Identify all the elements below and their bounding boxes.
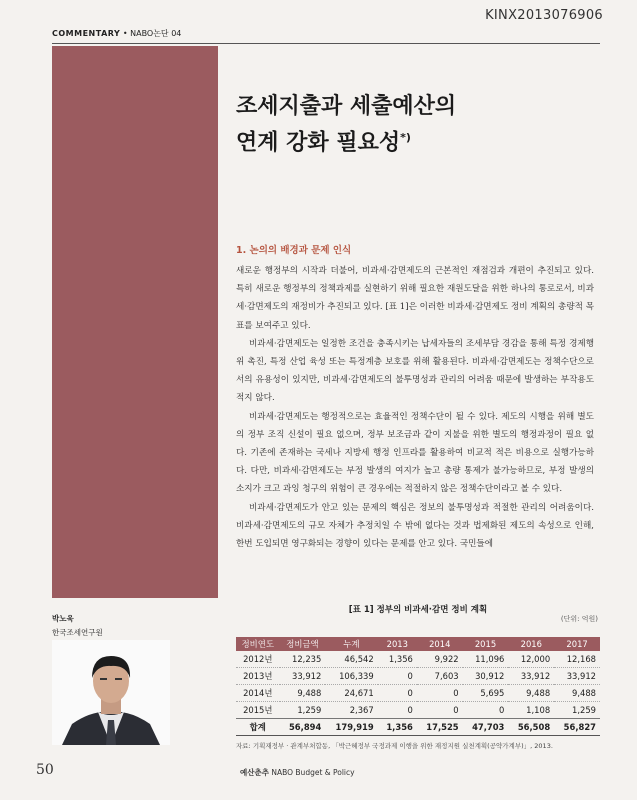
title-line-1: 조세지출과 세출예산의 (236, 94, 457, 119)
paragraph: 비과세·감면제도는 행정적으로는 효율적인 정책수단이 될 수 있다. 제도의 시행을 위해 별도의 정부 조직 신설이 필요 없으며, 정부 보조금과 같이 지불을 위한 별도의 행정과정이 필요 없다. 기존에 존재하는 국세나 지방세 행정 인프라를 활용하여 비교적 적은 비용으로 실행가능하다. 다만, 비과세·감면제도는 부정 발생의 여지가 높고 총량 통제가 불가능하므로, 부정 발생의 소지가 크고 과잉 청구의 위험이 큰 경우에는 적절하지 않은 정책수단이라고 볼 수 있다. (236, 411, 594, 495)
table-cell: 2012년 (236, 651, 280, 668)
table-cell: 46,542 (325, 651, 377, 668)
table-caption: [표 1] 정부의 비과세·감면 정비 계획 (348, 605, 488, 615)
magazine-name: 예산춘추 (240, 768, 269, 777)
table-cell: 1,259 (554, 702, 600, 719)
author-photo (52, 640, 170, 745)
budget-table (236, 637, 600, 736)
table-cell: 2,367 (325, 702, 377, 719)
column-header: 누계 (325, 637, 377, 651)
header-rule (52, 43, 600, 44)
paragraph: 새로운 행정부의 시작과 더불어, 비과세·감면제도의 근본적인 재점검과 개편이 추진되고 있다. 특히 새로운 행정부의 정책과제를 실현하기 위해 필요한 재원도달을 위한 하나의 통로로서, 비과세·감면제도의 재정비가 추진되고 있다. [표 1]은 이러한 비과세·감면제도 정비 계획의 총량적 목표를 보여주고 있다. (236, 266, 594, 331)
sidebar-color-block (52, 46, 218, 598)
table-cell: 2014년 (236, 685, 280, 702)
table-cell: 24,671 (325, 685, 377, 702)
table-cell: 1,356 (378, 651, 417, 668)
table-header-row (236, 637, 600, 651)
table-cell: 합계 (236, 719, 280, 736)
page-footer (240, 767, 355, 778)
table-cell: 0 (463, 702, 509, 719)
table-cell: 1,259 (280, 702, 326, 719)
author-name: 박노욱 (52, 614, 74, 623)
table-row (236, 685, 600, 702)
section-heading: 1. 논의의 배경과 문제 인식 (236, 245, 352, 256)
paragraph: 비과세·감면제도는 일정한 조건을 충족시키는 납세자들의 조세부담 경감을 통해 특정 경제행위 촉진, 특정 산업 육성 또는 특정계층 보호를 위해 활용된다. 비과세·감면제도는 정책수단으로서의 유용성이 있지만, 비과세·감면제도의 불투명성과 관리의 어려움 때문에 발생하는 부작용도 적지 않다. (236, 338, 594, 404)
table-cell: 106,339 (325, 668, 377, 685)
table-cell: 0 (417, 702, 463, 719)
table-cell: 12,235 (280, 651, 326, 668)
column-header: 2013 (378, 637, 417, 651)
table-row (236, 651, 600, 668)
table-cell: 9,922 (417, 651, 463, 668)
table-cell: 47,703 (463, 719, 509, 736)
table-cell: 11,096 (463, 651, 509, 668)
column-header: 2017 (554, 637, 600, 651)
table-cell: 1,356 (378, 719, 417, 736)
table-cell: 0 (378, 702, 417, 719)
table-total-row (236, 719, 600, 736)
article-body (236, 262, 594, 553)
header-section: COMMENTARY (52, 29, 121, 38)
paragraph: 비과세·감면제도가 안고 있는 문제의 핵심은 정보의 불투명성과 적절한 관리의 어려움이다. 비과세·감면제도의 규모 자체가 추정치일 수 밖에 없다는 것과 법제화된 제도의 속성으로 인해, 한번 도입되면 영구화되는 경향이 있다는 문제를 안고 있다. 국민들에 (236, 502, 594, 550)
publisher-name: NABO Budget & Policy (271, 768, 355, 777)
table-source: 자료: 기획재정부 · 관계부처합동, 「박근혜정부 국정과제 이행을 위한 재정지원 실천계획(공약가계부)」, 2013. (236, 742, 553, 750)
table-cell: 30,912 (463, 668, 509, 685)
column-header: 정비금액 (280, 637, 326, 651)
column-header: 2016 (508, 637, 554, 651)
page-header (52, 28, 181, 39)
table-cell: 56,508 (508, 719, 554, 736)
table-cell: 0 (417, 685, 463, 702)
table-cell: 9,488 (280, 685, 326, 702)
column-header: 2014 (417, 637, 463, 651)
table-cell: 12,000 (508, 651, 554, 668)
table-cell: 33,912 (554, 668, 600, 685)
table-cell: 56,894 (280, 719, 326, 736)
column-header: 정비연도 (236, 637, 280, 651)
document-id: KINX2013076906 (485, 8, 603, 23)
table-cell: 12,168 (554, 651, 600, 668)
title-footnote-mark: *) (400, 131, 411, 144)
title-line-2: 연계 강화 필요성 (236, 130, 401, 156)
table-cell: 56,827 (554, 719, 600, 736)
table-cell: 7,603 (417, 668, 463, 685)
table-row (236, 668, 600, 685)
table-cell: 2013년 (236, 668, 280, 685)
table-row (236, 702, 600, 719)
table-unit: (단위: 억원) (560, 615, 598, 623)
table-cell: 9,488 (508, 685, 554, 702)
author-org: 한국조세연구원 (52, 628, 103, 637)
header-sub: • NABO논단 04 (122, 29, 182, 38)
table-cell: 17,525 (417, 719, 463, 736)
table-cell: 179,919 (325, 719, 377, 736)
table-cell: 0 (378, 685, 417, 702)
article-title (236, 91, 456, 158)
page-number: 50 (36, 762, 54, 778)
table-cell: 33,912 (280, 668, 326, 685)
table-cell: 5,695 (463, 685, 509, 702)
table-cell: 0 (378, 668, 417, 685)
table-cell: 2015년 (236, 702, 280, 719)
table-cell: 33,912 (508, 668, 554, 685)
table-cell: 1,108 (508, 702, 554, 719)
column-header: 2015 (463, 637, 509, 651)
table-cell: 9,488 (554, 685, 600, 702)
